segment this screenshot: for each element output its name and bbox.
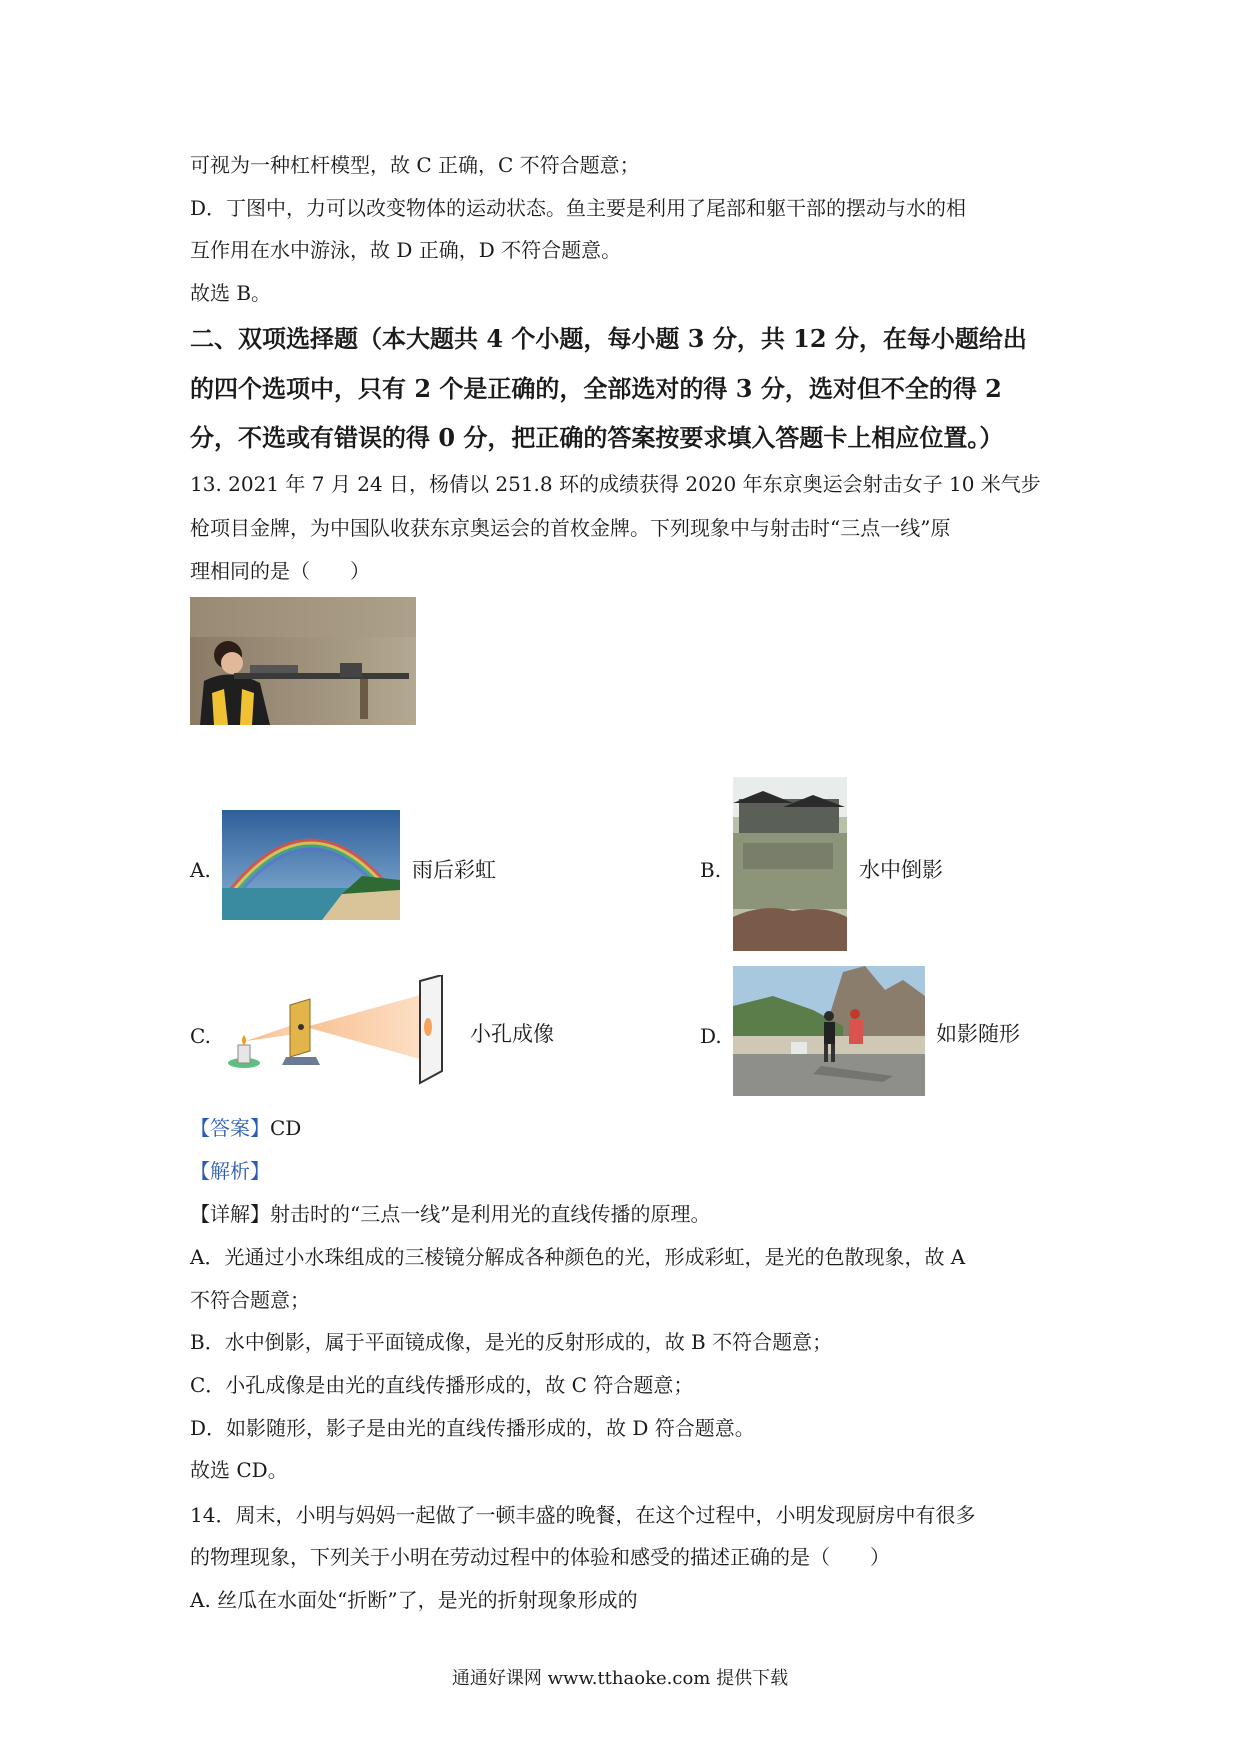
question-14-text: 14．周末，小明与妈妈一起做了一顿丰盛的晚餐，在这个过程中，小明发现厨房中有很多 — [190, 1503, 976, 1527]
answer-tag: 【答案】 — [190, 1116, 270, 1140]
question-13-text: 理相同的是（ ） — [190, 559, 370, 583]
option-c-letter: C. — [190, 1024, 211, 1048]
text-line: 互作用在水中游泳，故 D 正确，D 不符合题意。 — [190, 238, 622, 262]
option-b-letter: B. — [700, 858, 722, 882]
explanation-line: C．小孔成像是由光的直线传播形成的，故 C 符合题意； — [190, 1373, 694, 1397]
page-footer: 通通好课网 www.tthaoke.com 提供下载 — [451, 1668, 789, 1689]
section-heading: 的四个选项中，只有 2 个是正确的，全部选对的得 3 分，选对但不全的得 2 — [190, 374, 1002, 403]
analysis-tag: 【解析】 — [190, 1159, 270, 1183]
option-c-caption: 小孔成像 — [470, 1022, 554, 1046]
option-d-caption: 如影随形 — [936, 1022, 1020, 1046]
explanation-line: 故选 CD。 — [190, 1458, 288, 1482]
section-heading: 分，不选或有错误的得 0 分，把正确的答案按要求填入答题卡上相应位置。） — [190, 423, 1004, 452]
explanation-line: A．光通过小水珠组成的三棱镜分解成各种颜色的光，形成彩虹，是光的色散现象，故 A — [190, 1245, 966, 1269]
text-line: 可视为一种杠杆模型，故 C 正确，C 不符合题意； — [190, 153, 640, 177]
option-d-letter: D. — [700, 1024, 722, 1048]
answer-line — [190, 1114, 301, 1142]
explanation-line: 不符合题意； — [190, 1288, 310, 1312]
question-14-text: 的物理现象，下列关于小明在劳动过程中的体验和感受的描述正确的是（ ） — [190, 1545, 890, 1569]
section-heading: 二、双项选择题（本大题共 4 个小题，每小题 3 分，共 12 分，在每小题给出 — [190, 324, 1027, 353]
option-b-caption: 水中倒影 — [859, 858, 943, 882]
explanation-line: D．如影随形，影子是由光的直线传播形成的，故 D 符合题意。 — [190, 1416, 755, 1440]
shooter-photo — [190, 597, 416, 725]
text-line: D．丁图中，力可以改变物体的运动状态。鱼主要是利用了尾部和躯干部的摆动与水的相 — [190, 196, 967, 220]
option-a-caption: 雨后彩虹 — [412, 858, 496, 882]
option-a-letter: A. — [190, 858, 211, 882]
question-14-option: A. 丝瓜在水面处“折断”了，是光的折射现象形成的 — [190, 1588, 638, 1612]
pinhole-diagram — [224, 975, 456, 1089]
explanation-line: B．水中倒影，属于平面镜成像，是光的反射形成的，故 B 不符合题意； — [190, 1330, 833, 1354]
answer-value: CD — [270, 1116, 302, 1140]
shadow-photo — [733, 966, 925, 1096]
question-13-text: 13. 2021 年 7 月 24 日，杨倩以 251.8 环的成绩获得 2020 年东京奥运会射击女子 10 米气步 — [190, 472, 1041, 496]
reflection-photo — [733, 777, 847, 951]
explanation-line: 【详解】射击时的“三点一线”是利用光的直线传播的原理。 — [190, 1202, 711, 1226]
rainbow-photo — [222, 810, 400, 920]
question-13-text: 枪项目金牌，为中国队收获东京奥运会的首枚金牌。下列现象中与射击时“三点一线”原 — [190, 516, 951, 540]
text-line: 故选 B。 — [190, 281, 272, 305]
